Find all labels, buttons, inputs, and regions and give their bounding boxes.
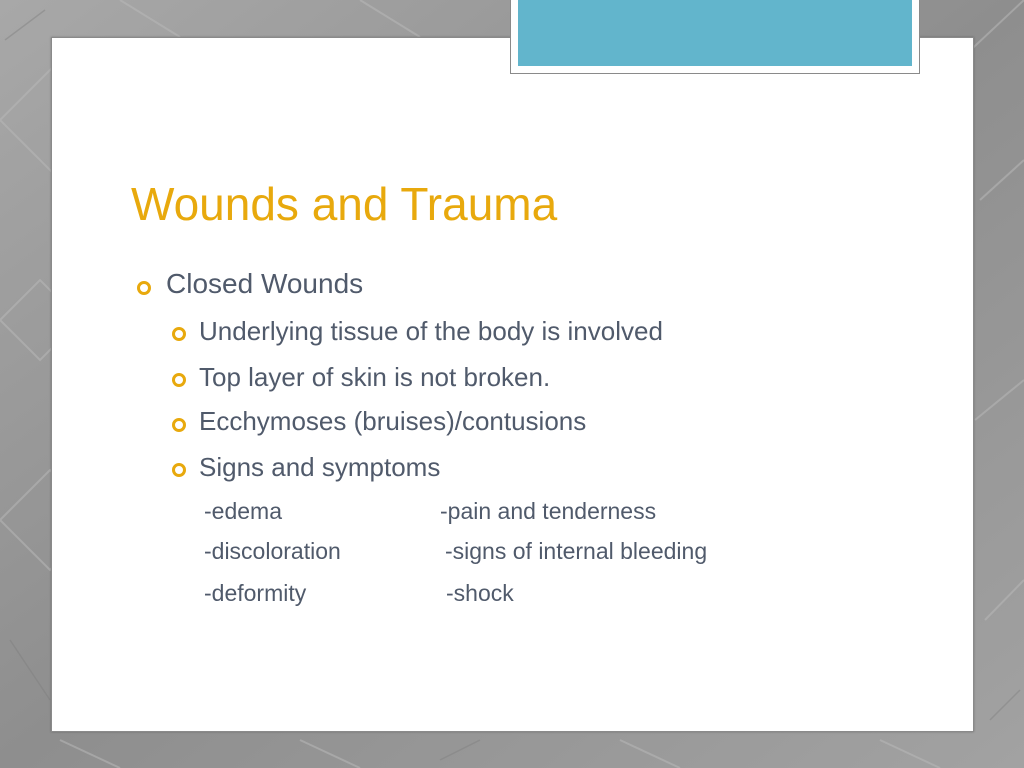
sub-bullet-2: Top layer of skin is not broken. <box>199 362 551 392</box>
symptom-left-2: -discoloration <box>204 538 341 564</box>
sub-bullet-1: Underlying tissue of the body is involved <box>199 316 663 346</box>
slide-title: Wounds and Trauma <box>131 178 558 230</box>
sub-bullet-4: Signs and symptoms <box>199 452 441 482</box>
slide-card <box>51 37 974 732</box>
symptom-right-1: -pain and tenderness <box>440 498 657 524</box>
symptom-right-2: -signs of internal bleeding <box>445 538 708 564</box>
symptom-right-3: -shock <box>446 580 514 606</box>
symptom-left-1: -edema <box>204 498 282 524</box>
bullet-closed-wounds: Closed Wounds <box>166 268 364 299</box>
accent-bar <box>518 0 912 66</box>
sub-bullet-3: Ecchymoses (bruises)/contusions <box>199 406 587 436</box>
symptom-left-3: -deformity <box>204 580 307 606</box>
